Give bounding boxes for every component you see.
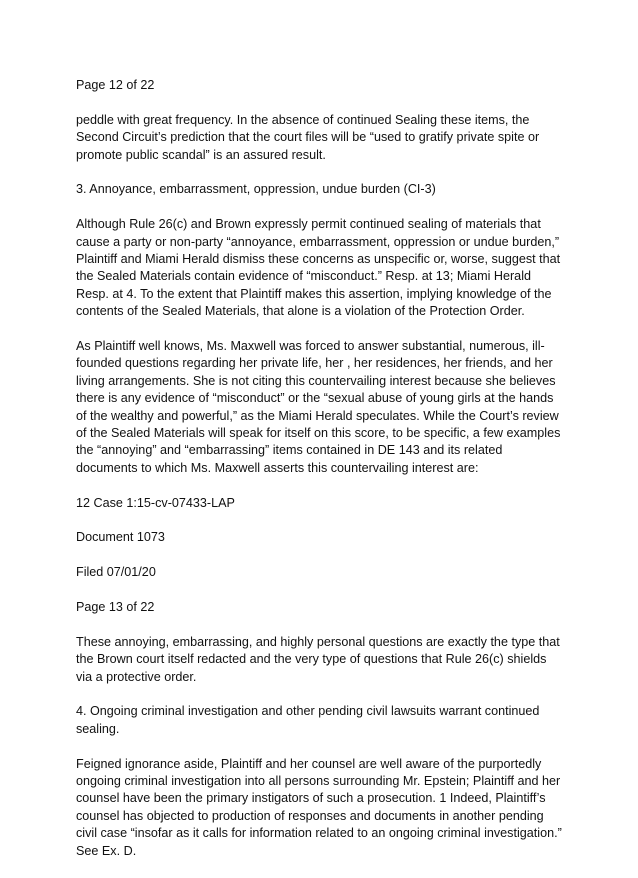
case-number: 12 Case 1:15-cv-07433-LAP [76, 495, 235, 510]
section-heading-4: 4. Ongoing criminal investigation and other pending civil lawsuits warrant continued sealing. [76, 704, 540, 736]
section-heading-3: 3. Annoyance, embarrassment, oppression, undue burden (CI-3) [76, 182, 436, 197]
filed-date: Filed 07/01/20 [76, 565, 156, 580]
document-body [76, 77, 564, 878]
page-header: Page 12 of 22 [76, 78, 155, 92]
document-number: Document 1073 [76, 530, 165, 545]
paragraph-spite-scandal: peddle with great frequency. In the absence of continued Sealing these items, the Second Circuit’s prediction that the court files will be “used to gratify private spite or promote public scandal” is an assured result. [76, 112, 540, 162]
paragraph-criminal-investigation: Feigned ignorance aside, Plaintiff and her counsel are well aware of the purportedly ongoing criminal investigation into all persons surrounding Mr. Epstein; Plaintiff and her counsel have been the primary instigators of such a prosecution. 1 Indeed, Plaintiff’s counsel has objected to production of responses and documents in another pending civil case “insofar as it calls for information related to an ongoing criminal investigation.” See Ex. D. [76, 756, 562, 858]
paragraph-maxwell-questions: As Plaintiff well knows, Ms. Maxwell was forced to answer substantial, numerous, ill-founded questions regarding her private life, her , her residences, her friends, and her living arrangements. She is not citing this countervailing interest because she believes there is any evidence of “misconduct” or the “sexual abuse of young girls at the hands of the wealthy and powerful,” as the Miami Herald speculates. While the Court’s review of the Sealed Materials will speak for itself on this score, to be specific, a few examples the “annoying” and “embarrassing” items contained in DE 143 and its related documents to which Ms. Maxwell asserts this countervailing interest are: [76, 339, 561, 475]
paragraph-brown-redacted: These annoying, embarrassing, and highly personal questions are exactly the type that the Brown court itself redacted and the very type of questions that Rule 26(c) shields via a protective order. [76, 634, 560, 684]
page-number: Page 13 of 22 [76, 600, 155, 615]
paragraph-rule-26c: Although Rule 26(c) and Brown expressly permit continued sealing of materials that cause a party or non-party “annoyance, embarrassment, oppression or undue burden,” Plaintiff and Miami Herald dismiss these concerns as unspecific or, worse, suggest that the Sealed Materials contain evidence of “misconduct.” Resp. at 13; Miami Herald Resp. at 4. To the extent that Plaintiff makes this assertion, implying knowledge of the contents of the Sealed Materials, that alone is a violation of the Protection Order. [76, 217, 561, 319]
